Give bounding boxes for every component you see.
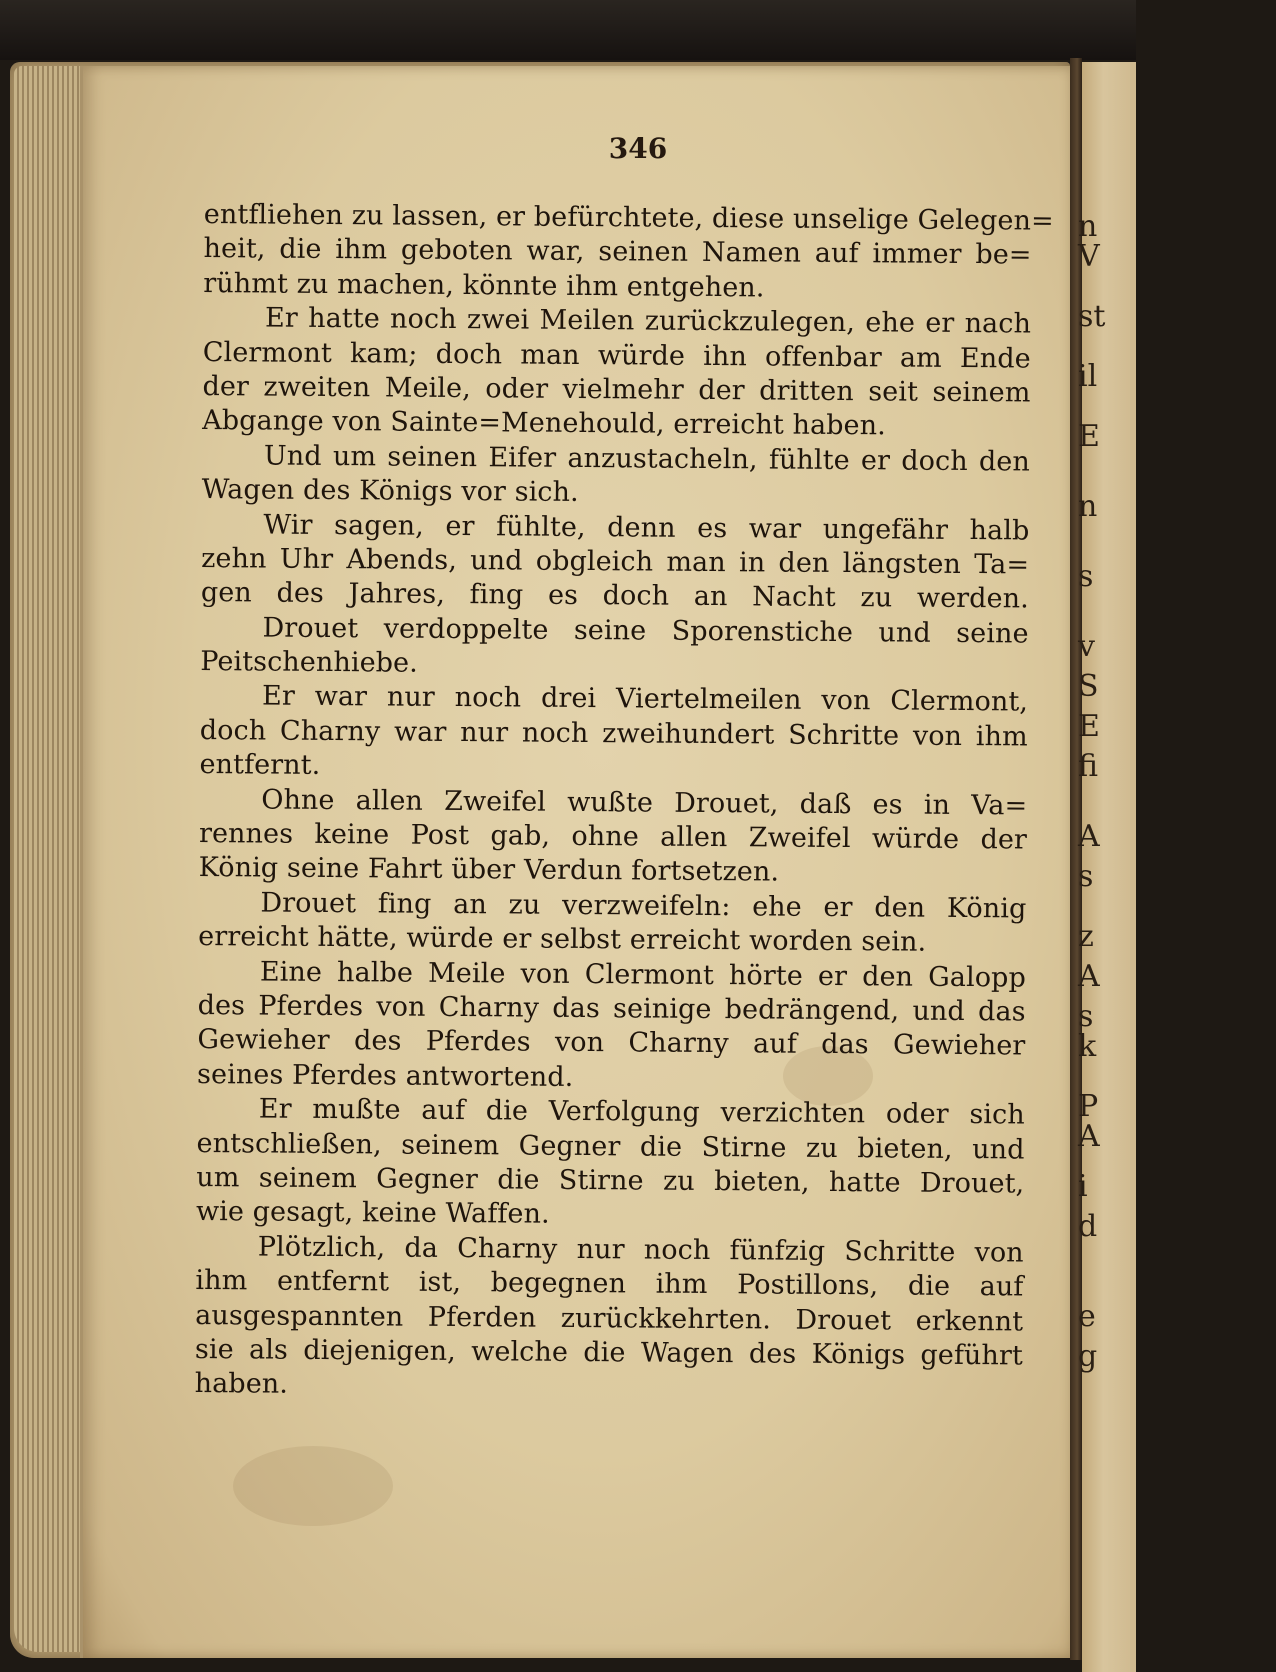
page-edges xyxy=(14,66,88,1652)
facing-page-fragment: n xyxy=(1078,489,1098,524)
text-line: gen des Jahres, fing es doch an Nacht zu werden. xyxy=(200,577,1029,615)
facing-page-fragment: s xyxy=(1078,859,1094,894)
text-line: Wir sagen, er fühlte, denn es war ungefähr halb xyxy=(263,508,1030,547)
text-line: Und um seinen Eifer anzustacheln, fühlte er doch den xyxy=(263,440,1031,478)
text-line: Er hatte noch zwei Meilen zurückzulegen, ehe er nach xyxy=(264,302,1032,340)
text-line: haben. xyxy=(194,1368,289,1400)
text-line: entfliehen zu lassen, er befürchtete, diese unselige Gelegen= xyxy=(203,198,1054,237)
facing-page-fragment: e xyxy=(1078,1299,1096,1334)
facing-page-fragment: i xyxy=(1078,1169,1088,1204)
scan-background xyxy=(0,0,1136,60)
text-line: seines Pferdes antwortend. xyxy=(196,1058,574,1093)
facing-page-fragment: g xyxy=(1078,1339,1098,1374)
facing-page-fragment: A xyxy=(1078,959,1100,994)
facing-page-fragment: k xyxy=(1078,1029,1097,1064)
facing-page-fragment: A xyxy=(1078,819,1100,854)
text-line: Er war nur noch drei Viertelmeilen von Clermont, xyxy=(261,680,1029,718)
facing-page-fragment: v xyxy=(1078,629,1095,664)
facing-page-fragment: fi xyxy=(1078,749,1099,784)
text-line: Ohne allen Zweifel wußte Drouet, daß es in Va= xyxy=(261,784,1028,822)
text-line: Gewieher des Pferdes von Charny auf das Gewieher xyxy=(197,1024,1026,1062)
facing-page-fragment: V xyxy=(1078,239,1100,274)
page-number: 346 xyxy=(608,132,668,165)
facing-page-fragment: st xyxy=(1078,299,1106,334)
text-line: der zweiten Meile, oder vielmehr der dritten seit seinem xyxy=(202,370,1031,409)
text-line: Wagen des Königs vor sich. xyxy=(201,474,579,509)
text-line: erreicht hätte, würde er selbst erreicht worden sein. xyxy=(198,921,927,958)
facing-page-fragment: E xyxy=(1078,709,1100,744)
facing-page-fragment: S xyxy=(1078,669,1099,704)
text-line: rennes keine Post gab, ohne allen Zweifel würde der xyxy=(198,818,1028,856)
text-line: Peitschenhiebe. xyxy=(200,646,418,679)
facing-page-fragment: d xyxy=(1078,1209,1098,1244)
paper-stain xyxy=(233,1446,393,1526)
text-line: König seine Fahrt über Verdun fortsetzen. xyxy=(198,852,780,888)
text-line: ausgespannten Pferden zurückkehrten. Drouet erkennt xyxy=(195,1299,1024,1337)
text-line: Eine halbe Meile von Clermont hörte er den Galopp xyxy=(259,956,1027,994)
facing-page-fragment: s xyxy=(1078,559,1094,594)
text-line: zehn Uhr Abends, und obgleich man in den längsten Ta= xyxy=(201,542,1030,581)
text-line: Drouet fing an zu verzweifeln: ehe er den König xyxy=(260,887,1027,925)
text-line: doch Charny war nur noch zweihundert Schritte von ihm xyxy=(199,714,1028,753)
facing-page-fragment: n xyxy=(1078,209,1098,244)
text-line: rühmt zu machen, könnte ihm entgehen. xyxy=(203,267,765,304)
page-body-text xyxy=(194,198,1054,1408)
text-line: Drouet verdoppelte seine Sporenstiche und seine xyxy=(262,612,1029,650)
text-line: Er mußte auf die Verfolgung verzichten oder sich xyxy=(258,1093,1025,1131)
text-line: Clermont kam; doch man würde ihn offenbar am Ende xyxy=(202,336,1031,375)
text-line: sie als diejenigen, welche die Wagen des Königs geführt xyxy=(194,1333,1024,1372)
text-line: des Pferdes von Charny das seinige bedrängend, und das xyxy=(197,989,1026,1028)
text-line: entfernt. xyxy=(199,749,321,782)
text-line: um seinem Gegner die Stirne zu bieten, hatte Drouet, xyxy=(196,1161,1025,1200)
text-line: entschließen, seinem Gegner die Stirne zu bieten, und xyxy=(196,1127,1025,1166)
facing-page-fragment: E xyxy=(1078,419,1100,454)
text-line: Plötzlich, da Charny nur noch fünfzig Schritte von xyxy=(257,1231,1024,1269)
facing-page-fragment: il xyxy=(1078,359,1098,394)
text-line: heit, die ihm geboten war, seinen Namen auf immer be= xyxy=(203,233,1032,271)
facing-page-fragment: P xyxy=(1078,1089,1099,1124)
text-line: ihm entfernt ist, begegnen ihm Postillons, die auf xyxy=(195,1265,1024,1303)
text-line: wie gesagt, keine Waffen. xyxy=(195,1196,550,1231)
facing-page-edge xyxy=(1078,62,1136,1672)
facing-page-fragment: s xyxy=(1078,999,1094,1034)
facing-page-fragment: A xyxy=(1078,1119,1100,1154)
facing-page-fragment: z xyxy=(1078,919,1094,954)
text-line: Abgange von Sainte=Menehould, erreicht haben. xyxy=(202,405,886,442)
